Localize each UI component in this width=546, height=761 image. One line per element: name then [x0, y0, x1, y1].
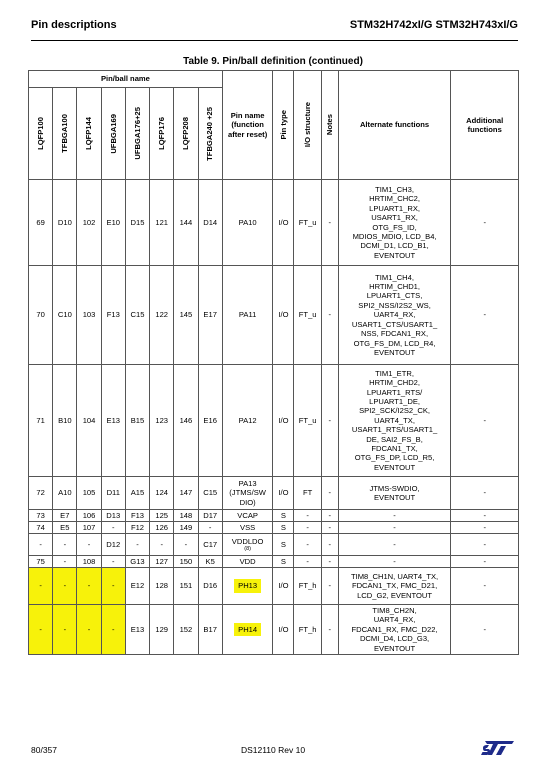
package-cell: D11: [101, 477, 125, 510]
pin-type-cell: S: [273, 510, 294, 522]
package-cell: E13: [125, 605, 149, 655]
pin-type-cell: I/O: [273, 477, 294, 510]
package-cell: D16: [198, 568, 222, 605]
alternate-functions-cell: TIM8_CH1N, UART4_TX, FDCAN1_TX, FMC_D21, LCD_G2, EVENTOUT: [338, 568, 451, 605]
package-cell: 74: [29, 522, 53, 534]
package-cell: -: [150, 534, 174, 556]
pin-name-cell: PA12: [222, 365, 273, 477]
pin-name-cell: PA10: [222, 180, 273, 266]
package-cell: 125: [150, 510, 174, 522]
package-cell: E13: [101, 365, 125, 477]
package-cell: 106: [77, 510, 101, 522]
additional-functions-cell: -: [451, 556, 519, 568]
package-cell: -: [77, 605, 101, 655]
additional-functions-cell: -: [451, 266, 519, 365]
package-cell: -: [101, 605, 125, 655]
package-cell: -: [77, 568, 101, 605]
additional-functions-cell: -: [451, 605, 519, 655]
alternate-functions-cell: JTMS-SWDIO, EVENTOUT: [338, 477, 451, 510]
package-cell: -: [53, 568, 77, 605]
additional-functions-cell: -: [451, 534, 519, 556]
package-cell: G13: [125, 556, 149, 568]
package-cell: C10: [53, 266, 77, 365]
package-cell: D14: [198, 180, 222, 266]
notes-cell: -: [321, 365, 338, 477]
package-cell: 126: [150, 522, 174, 534]
table-row: [29, 556, 519, 568]
package-cell: -: [198, 522, 222, 534]
alternate-functions-cell: TIM1_ETR, HRTIM_CHD2, LPUART1_RTS/ LPUART1_DE, SPI2_SCK/I2S2_CK, UART4_TX, USART1_RTS/USART1_ DE, SAI2_FS_B, FDCAN1_TX, OTG_FS_DP, LCD_R5, EVENTOUT: [338, 365, 451, 477]
package-cell: D10: [53, 180, 77, 266]
pin-name-cell: PH13: [222, 568, 273, 605]
package-header: UFBGA169: [101, 88, 125, 180]
notes-cell: -: [321, 266, 338, 365]
table-row: [29, 180, 519, 266]
table-caption: Table 9. Pin/ball definition (continued): [183, 56, 363, 67]
additional-functions-cell: -: [451, 365, 519, 477]
io-structure-cell: -: [294, 522, 321, 534]
package-cell: -: [101, 556, 125, 568]
pin-type-cell: I/O: [273, 568, 294, 605]
table-row: [29, 510, 519, 522]
package-cell: -: [125, 534, 149, 556]
table-row: [29, 534, 519, 556]
notes-cell: -: [321, 510, 338, 522]
package-cell: 69: [29, 180, 53, 266]
package-header: TFBGA100: [53, 88, 77, 180]
io-structure-cell: FT_h: [294, 605, 321, 655]
package-cell: -: [53, 556, 77, 568]
notes-cell: -: [321, 568, 338, 605]
alternate-functions-cell: TIM1_CH4, HRTIM_CHD1, LPUART1_CTS, SPI2_NSS/I2S2_WS, UART4_RX, USART1_CTS/USART1_ NSS, FDCAN1_RX, OTG_FS_DM, LCD_R4, EVENTOUT: [338, 266, 451, 365]
additional-functions-cell: -: [451, 522, 519, 534]
package-cell: C15: [125, 266, 149, 365]
package-cell: 127: [150, 556, 174, 568]
package-cell: 75: [29, 556, 53, 568]
pin-name-cell: PH14: [222, 605, 273, 655]
notes-header: Notes: [321, 71, 338, 180]
package-cell: 149: [174, 522, 198, 534]
document-revision: DS12110 Rev 10: [240, 745, 306, 755]
package-cell: D12: [101, 534, 125, 556]
pin-type-cell: I/O: [273, 605, 294, 655]
package-cell: D15: [125, 180, 149, 266]
io-structure-cell: FT_u: [294, 266, 321, 365]
package-cell: 71: [29, 365, 53, 477]
package-cell: -: [77, 534, 101, 556]
notes-cell: -: [321, 605, 338, 655]
notes-cell: -: [321, 534, 338, 556]
package-header: LQFP208: [174, 88, 198, 180]
package-cell: -: [101, 568, 125, 605]
pin-name-cell: VDD: [222, 556, 273, 568]
io-structure-cell: FT_u: [294, 365, 321, 477]
package-cell: 123: [150, 365, 174, 477]
pin-type-cell: I/O: [273, 365, 294, 477]
package-cell: 103: [77, 266, 101, 365]
alternate-functions-cell: -: [338, 556, 451, 568]
pin-definition-table: [28, 70, 519, 655]
table-row: [29, 605, 519, 655]
package-cell: 151: [174, 568, 198, 605]
package-cell: F13: [101, 266, 125, 365]
package-header: LQFP144: [77, 88, 101, 180]
package-cell: C17: [198, 534, 222, 556]
package-cell: E5: [53, 522, 77, 534]
additional-functions-cell: -: [451, 568, 519, 605]
package-cell: F12: [125, 522, 149, 534]
package-cell: 152: [174, 605, 198, 655]
package-cell: B17: [198, 605, 222, 655]
package-cell: 102: [77, 180, 101, 266]
package-cell: -: [29, 605, 53, 655]
package-header: UFBGA176+25: [125, 88, 149, 180]
pin-type-header: Pin type: [273, 71, 294, 180]
header-rule: [31, 40, 518, 41]
table-row: [29, 266, 519, 365]
package-cell: D13: [101, 510, 125, 522]
package-cell: 73: [29, 510, 53, 522]
package-header: TFBGA240 +25: [198, 88, 222, 180]
table-row: [29, 365, 519, 477]
io-structure-cell: FT: [294, 477, 321, 510]
package-cell: 108: [77, 556, 101, 568]
package-cell: 122: [150, 266, 174, 365]
alternate-functions-cell: -: [338, 510, 451, 522]
table-row: [29, 477, 519, 510]
io-structure-cell: -: [294, 556, 321, 568]
alternate-functions-cell: TIM8_CH2N, UART4_RX, FDCAN1_RX, FMC_D22, DCMI_D4, LCD_G3, EVENTOUT: [338, 605, 451, 655]
package-cell: -: [29, 534, 53, 556]
package-cell: 145: [174, 266, 198, 365]
package-cell: E10: [101, 180, 125, 266]
package-cell: 107: [77, 522, 101, 534]
notes-cell: -: [321, 180, 338, 266]
section-title: Pin descriptions: [31, 19, 117, 31]
package-cell: 104: [77, 365, 101, 477]
notes-cell: -: [321, 556, 338, 568]
device-title: STM32H742xI/G STM32H743xI/G: [349, 19, 518, 31]
package-cell: 150: [174, 556, 198, 568]
io-structure-cell: FT_u: [294, 180, 321, 266]
alternate-functions-header: Alternate functions: [338, 71, 451, 180]
package-cell: E7: [53, 510, 77, 522]
pin-type-cell: I/O: [273, 180, 294, 266]
pin-type-cell: S: [273, 534, 294, 556]
pin-name-cell: VDDLDO (8): [222, 534, 273, 556]
package-cell: F13: [125, 510, 149, 522]
alternate-functions-cell: TIM1_CH3, HRTIM_CHC2, LPUART1_RX, USART1_RX, OTG_FS_ID, MDIOS_MDIO, LCD_B4, DCMI_D1, LCD_B1, EVENTOUT: [338, 180, 451, 266]
package-cell: E12: [125, 568, 149, 605]
additional-functions-header: Additional functions: [451, 71, 519, 180]
package-cell: 146: [174, 365, 198, 477]
package-cell: 148: [174, 510, 198, 522]
alternate-functions-cell: -: [338, 534, 451, 556]
package-cell: 121: [150, 180, 174, 266]
package-cell: -: [174, 534, 198, 556]
table-row: [29, 522, 519, 534]
package-cell: -: [53, 605, 77, 655]
package-cell: E16: [198, 365, 222, 477]
io-structure-header: I/O structure: [294, 71, 321, 180]
package-cell: -: [101, 522, 125, 534]
package-cell: B10: [53, 365, 77, 477]
io-structure-cell: FT_h: [294, 568, 321, 605]
pin-name-cell: VCAP: [222, 510, 273, 522]
additional-functions-cell: -: [451, 180, 519, 266]
package-header: LQFP100: [29, 88, 53, 180]
pin-name-cell: PA11: [222, 266, 273, 365]
table-row: [29, 568, 519, 605]
io-structure-cell: -: [294, 510, 321, 522]
package-header: LQFP176: [150, 88, 174, 180]
package-cell: E17: [198, 266, 222, 365]
pin-ball-name-header: Pin/ball name: [29, 71, 223, 88]
package-cell: 144: [174, 180, 198, 266]
package-cell: K5: [198, 556, 222, 568]
st-logo-icon: [481, 740, 515, 761]
package-cell: 129: [150, 605, 174, 655]
package-cell: 105: [77, 477, 101, 510]
page-number: 80/357: [31, 745, 57, 755]
notes-cell: -: [321, 477, 338, 510]
io-structure-cell: -: [294, 534, 321, 556]
package-cell: A15: [125, 477, 149, 510]
pin-type-cell: I/O: [273, 266, 294, 365]
pin-type-cell: S: [273, 522, 294, 534]
pin-name-cell: PA13 (JTMS/SW DIO): [222, 477, 273, 510]
pin-type-cell: S: [273, 556, 294, 568]
package-cell: D17: [198, 510, 222, 522]
notes-cell: -: [321, 522, 338, 534]
pin-name-header: Pin name (function after reset): [222, 71, 273, 180]
alternate-functions-cell: -: [338, 522, 451, 534]
package-cell: 147: [174, 477, 198, 510]
package-cell: C15: [198, 477, 222, 510]
package-cell: 128: [150, 568, 174, 605]
package-cell: -: [53, 534, 77, 556]
package-cell: 124: [150, 477, 174, 510]
package-cell: B15: [125, 365, 149, 477]
package-cell: 72: [29, 477, 53, 510]
package-cell: 70: [29, 266, 53, 365]
package-cell: A10: [53, 477, 77, 510]
package-cell: -: [29, 568, 53, 605]
additional-functions-cell: -: [451, 477, 519, 510]
pin-name-cell: VSS: [222, 522, 273, 534]
additional-functions-cell: -: [451, 510, 519, 522]
